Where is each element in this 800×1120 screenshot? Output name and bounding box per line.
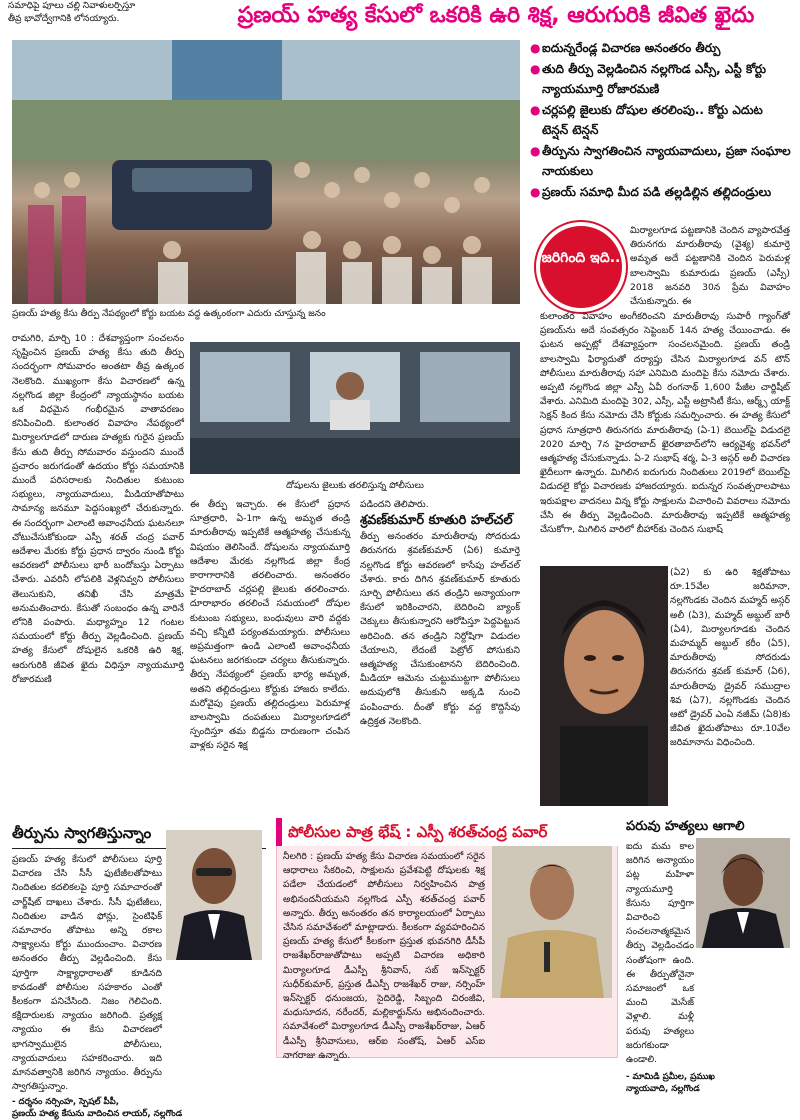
bullet-item: ● ప్రణయ్ సమాధి మీద పడి తల్లడిల్లిన తల్లిదండ్రులు [530, 182, 792, 202]
lawyer-signature-line1: - దర్శనం నర్సింహ, స్పెషల్ పీపీ, [12, 1097, 119, 1108]
bullet-item: ● ఐదున్నరేండ్ల విచారణ అనంతరం తీర్పు [530, 38, 792, 58]
bullet-dot-icon: ● [530, 103, 541, 117]
bullet-dot-icon: ● [530, 62, 541, 76]
bullet-dot-icon: ● [530, 41, 541, 55]
sp-photo [492, 846, 612, 998]
portrait-illustration [540, 566, 668, 806]
advocate-photo [696, 838, 790, 948]
bullet-dot-icon: ● [530, 185, 541, 199]
bullet-item: ● చర్లపల్లి జైలుకు దోషుల తరలింపు.. కోర్టు ఎదుట టెన్షన్ టెన్షన్ [530, 100, 792, 140]
background-intro-text: మిర్యాలగూడ పట్టణానికి చెందిన వ్యాపారవేత్త తిరునగరు మారుతీరావు (వైశ్య) కుమార్తె అమృత అదే పట్టణానికి చెందిన పెరుమళ్ల బాలస్వామి కుమారుడు ప్రణయ్ (ఎస్సీ) 2018 జనవరి 30న ప్రేమ వివాహం చేసుకున్నారు. ఈ [630, 225, 790, 308]
pranay-photo [540, 566, 668, 806]
dateline-article-text: రామగిరి, మార్చి 10 : దేశవ్యాప్తంగా సంచలనం సృష్టించిన ప్రణయ్ హత్య కేసు తుది తీర్పు సందర్భంగా సోమవారం అంతటా తీవ్ర ఉత్కంఠ నెలకొంది. ముఖ్యంగా కేసు విచారణలో ఉన్న నల్లగొండ జిల్లా కేంద్రంలో న్యాయస్థానం బయట ఒక విధమైన గంభీరమైన వాతావరణం కనిపించింది. కులాంతర వివాహం నేపథ్యంలో మిర్యాలగూడలో దారుణ హత్యకు గురైన ప్రణయ్ కేసు తుది తీర్పు సోమవారం వస్తుందని ముందే ప్రచారం జరుగడంతో ఉదయం కోర్టు సమయానికి ముందే పరిసరాలకు నిందితుల కుటుంబ సభ్యులు, న్యాయవాదులు, మీడియాతోపాటు సామాన్య జనమూ పెద్దసంఖ్యలో చేరుకున్నారు. ఈ సందర్భంగా ఎలాంటి అవాంఛనీయ ఘటనలూ చోటుచేసుకోకుండా ఎస్పీ శరత్ చంద్ర పవార్ ఆదేశాల మేరకు కోర్టు ప్రధాన ద్వారం నుండి కోర్టు ఆవరణలో పోలీసులు భారీ బందోబస్తు ఏర్పాటు చేశారు. ఎవరినీ లోపలికి వెళ్లనివ్వని పోలీసులు తెలుసుకుని, తనిఖీ చేసి మాత్రమే అనుమతించారు. కేసుతో సంబంధం ఉన్న వారినే లోనికి పంపారు. మధ్యాహ్నం 12 గంటల సమయంలో కోర్టు తీర్పు వెల్లడించింది. ప్రణయ్ హత్య కేసులో దోషులైన ఒకరికి ఉరి శిక్ష, ఆరుగురికి జీవిత ఖైదు విధిస్తూ న్యాయమూర్తి రోజారమణి [12, 333, 184, 685]
daughter-subheading: శ్రవణ్‌కుమార్ కూతురి హల్‌చల్ [360, 513, 513, 529]
article-continued-text: ఈ తీర్పు ఇచ్చారు. ఈ కేసులో ప్రధాన సూత్రధారి, ఏ-1గా ఉన్న అమృత తండ్రి మారుతీరావు ఇప్పటికే ఆత్మహత్య చేసుకున్న విషయం తెలిసిందే. దోషులను న్యాయమూర్తి ఆదేశాల మేరకు నల్లగొండ జిల్లా కేంద్ర కారాగారానికి తరలించారు. అనంతరం హైదరాబాద్ చర్లపల్లి జైలుకు తరలించారు. దూరాభారం తరలించే సమయంలో దోషుల కుటుంబ సభ్యులు, బంధువులు వారి వద్దకు వచ్చి కన్నీటి పర్యంతమయ్యారు. పోలీసులు అప్రమత్తంగా ఉండి ఎలాంటి అవాంఛనీయ ఘటనలు జరగకుండా చర్యలు తీసుకున్నారు. తీర్పు నేపథ్యంలో ప్రణయ్ భార్య అమృత, అతని తల్లిదండ్రులు కోర్టుకు హాజరు కాలేదు. మరోవైపు ప్రణయ్ తల్లిదండ్రులు పెరుమాళ్ల బాలస్వామి దంపతులు మిర్యాలగూడలో స్పందిస్తూ తమ బిడ్డను దారుణంగా చంపిన వాళ్లకు సరైన శిక్ష [190, 499, 350, 752]
lawyer-signature-line2: ప్రణయ్ హత్య కేసును వాదించిన లాయర్, నల్లగొండ [12, 1109, 183, 1120]
van-illustration [190, 342, 520, 474]
advocate-signature-line2: న్యాయవాది, నల్లగొండ [626, 1084, 700, 1095]
sp-illustration [492, 846, 612, 998]
lawyer-quote-text: ప్రణయ్ హత్య కేసులో పోలీసులు పూర్తి విచారణ చేసి సీసీ ఫుటేజీలతోపాటు నిందితుల కదలికలపై పూర్తి సమాచారంతో చార్జ్‌షీట్ దాఖలు చేశారు. సీసీ ఫుటేజీలు, నిందితుల వాడిన ఫోన్లు, సైంటిఫిక్ సమాచారం తోపాటు అన్ని రకాల సాక్ష్యాలను కోర్టు ముందుంచాం. విచారణ అనంతరం తీర్పు వెల్లడించింది. కేసు పూర్తిగా సాక్ష్యాధారాలతో కూడినది కావడంతో పోలీసుల సహకారం ఎంతో కీలకంగా పనిచేసింది. నిజం గెలిచింది. కక్షిదారులకు న్యాయం జరిగింది. ప్రత్యక్ష న్యాయం ఈ కేసు విచారణలో భాగస్వాములైన పోలీసులు, న్యాయవాదులు సహకరించారు. ఇది మానవత్వానికి జరిగిన న్యాయం. తీర్పును స్వాగతిస్తున్నాం. [12, 854, 162, 1093]
sp-statement-text: నీలగిరి : ప్రణయ్ హత్య కేసు విచారణ సమయంలో సరైన ఆధారాలు సేకరించి, సాక్షులను ప్రవేశపెట్టి దోషులకు శిక్ష పడేలా చేయడంలో పోలీసులు నిర్వహించిన పాత్ర అభినందనీయమని నల్లగొండ ఎస్పీ శరత్‌చంద్ర పవార్ అన్నారు. తీర్పు అనంతరం తన కార్యాలయంలో ఏర్పాటు చేసిన సమావేశంలో మాట్లాడారు. కీలకంగా వ్యవహరించిన ప్రణయ్ హత్య కేసులో కీలకంగా ప్రస్తుత భువనగిరి డీసీపీ రాజశేఖర్‌రాజుతోపాటు అప్పటి విచారణ అధికారి మిర్యాలగూడ డీఎస్పీ శ్రీనివాస్, సబ్ ఇన్‌స్పెక్టర్ సుధీర్‌కుమార్, ప్రస్తుత డీఎస్పీ రాజశేఖర్ రాజు, నర్సింహ్ ఇన్‌స్పెక్టర్ ధనుంజయ, సైదిరెడ్డి, సిబ్బంది చిరంజీవి, మధుసూదన, నరేందర్, మల్లికార్జున్‌ను అభినందించారు. సమావేశంలో మిర్యాలగూడ డీఎస్పీ రాజశేఖర్‌రాజు, ఏఆర్ డీఎస్పీ శ్రీనివాసులు, ఆర్ఐ సంతోష్, ఏఆర్ ఎస్ఐ నాగరాజు ఉన్నారు. [283, 851, 485, 1061]
lawyer-photo [166, 830, 262, 960]
bullet-item: ● తుది తీర్పు వెల్లడించిన నల్లగొండ ఎస్సీ, ఎస్టీ కోర్టు న్యాయమూర్తి రోజారమణి [530, 59, 792, 99]
background-story-text: కులాంతర వివాహం అంగీకరించని మారుతీరావు సుపారీ గ్యాంగ్‌తో ప్రణయ్‌ను అదే సంవత్సరం సెప్టెంబర్ 14న హత్య చేయించాడు. ఈ ఘటన అప్పట్లో దేశవ్యాప్తంగా సంచలనమైంది. ప్రణయ్ తండ్రి బాలస్వామి ఫిర్యాదుతో దర్యాప్తు చేసిన మిర్యాలగూడ వన్ టౌన్ పోలీసులు మారుతీరావు సహా ఎనిమిది మందిపై కేసు నమోదు చేశారు. అప్పటి నల్లగొండ జిల్లా ఎస్పీ ఏవీ రంగనాథ్ 1,600 పేజీల చార్జిషీట్ వేశారు. ఎనిమిది మందిపై 302, ఎస్సీ, ఎస్టీ అట్రాసిటీ కేసు, ఆర్మ్స్ యాక్ట్ సెక్షన్ కింద కేసు నమోదు చేసి కోర్టుకు సమర్పించారు. ఈ హత్య కేసులో ప్రధాన సూత్రధారి తిరునగరు మారుతీరావు (ఏ-1) బెయిల్‌పై విడుదలై 2020 మార్చి 7న హైదరాబాద్ ఖైరతాబాద్‌లోని ఆర్యవైశ్య భవన్‌లో ఆత్మహత్య చేసుకున్నాడు. ఏ-2 సుభాష్ శర్మ, ఏ-3 అస్గర్ అలీ విచారణ ఖైదీలుగా ఉన్నారు. మిగిలిన ఐదుగురు నిందితులు 2019లో బెయిల్‌పై విడుదలై కోర్టు విచారణకు హాజరయ్యారు. ఐదున్నర సంవత్సరాలపాటు ఇరుపక్షాల వాదనలు విన్న కోర్టు సాక్షులను విచారించి వివరాలు నమోదు చేసి ఈ తీర్పు వెల్లడించింది. మారుతీరావు ఇప్పటికే ఆత్మహత్య చేసుకోగా, మిగిలిన వారిలో బీహార్‌కు చెందిన సుభాష్ [540, 311, 790, 536]
top-snippet-text: సమాధిపై పూలు చల్లి నివాళులర్పిస్తూ తీవ్ర భావోద్వేగానికి లోనయ్యారు. [8, 1, 136, 24]
advocate-box-title: పరువు హత్యలు ఆగాలి [626, 819, 745, 834]
main-photo-crowd [12, 40, 520, 304]
verdict-details-text: (ఏ2) కు ఉరి శిక్షతోపాటు రూ.15వేల జరిమానా, నల్లగొండకు చెందిన మహ్మద్ అస్గర్ అలీ (ఏ3), మహ్మద్ అబ్దుల్ బారీ (ఏ4), మిర్యాలగూడకు చెందిన మహమ్మద్ అబ్దుల్ కరీం (ఏ5), మారుతీరావు సోదరుడు తిరునగరు శ్రవణ్ కుమార్ (ఏ6), మారుతీరావు డ్రైవర్ సముద్రాల శివ (ఏ7), నల్లగొండకు చెందిన ఆటో డ్రైవర్ ఎంఏ నజీమ్ (ఏ8)కు జీవిత ఖైదుతోపాటు రూ.10వేల జరిమానాను విధించింది. [670, 567, 790, 749]
police-van-caption: దోషులను జైలుకు తరలిస్తున్న పోలీసులు [286, 481, 424, 491]
crowd-illustration [12, 40, 520, 304]
bullet-item: ● తీర్పును స్వాగతించిన న్యాయవాదులు, ప్రజా సంఘాల నాయకులు [530, 141, 792, 181]
police-van-photo [190, 342, 520, 474]
advocate-illustration [696, 838, 790, 948]
lawyer-illustration [166, 830, 262, 960]
lawyer-box-title: తీర్పును స్వాగతిస్తున్నాం [12, 824, 152, 842]
advocate-signature-line1: - మామిడి ప్రమీల, ప్రముఖ [626, 1072, 715, 1083]
bullet-list [530, 38, 792, 203]
headline: ప్రణయ్ హత్య కేసులో ఒకరికి ఉరి శిక్ష, ఆరుగురికి జీవిత ఖైదు [237, 3, 755, 28]
bullet-dot-icon: ● [530, 144, 541, 158]
sp-box-title: పోలీసుల పాత్ర భేష్ : ఎస్పీ శరత్‌చంద్ర పవార్ [276, 818, 618, 846]
advocate-quote-text: ఐదు మమ కాల జరిగిన అన్యాయం పట్ల మహిళా న్యాయమూర్తి కేసును పూర్తిగా విచారించి సంచలనాత్మకమైన తీర్పు వెల్లడించడం సంతోషంగా ఉంది. ఈ తీర్పుతోనైనా సమాజంలో ఒక మంచి మెసేజ్ వెళ్లాలి. మళ్లీ పరువు హత్యలు జరుగకుండా ఉండాలి. [626, 841, 694, 1066]
daughter-article-text: తీర్పు అనంతరం మారుతీరావు సోదరుడు తిరునగరు శ్రవణ్‌కుమార్ (ఏ6) కుమార్తె నల్లగొండ కోర్టు ఆవరణలో కాసేపు హల్‌చల్ చేశారు. కారు దిగిన శ్రవణ్‌కుమార్ కూతురు సూర్చి పోలీసులు తన తండ్రిని అన్యాయంగా కేసులో ఇరికించారని, బెదిరించి బ్యాంక్ చెక్కులు తీసుకున్నారని ఆరోపిస్తూ పెద్దపెట్టున అరిచింది. తన తండ్రిని నిర్దోషిగా విడుదల చేయాలని, లేదంటే పెట్రోల్ పోసుకుని ఆత్మహత్య చేసుకుంటానని బెదిరించింది. మీడియా ఆమెను చుట్టుముట్టగా పోలీసులు అదుపులోకి తీసుకుని అక్కడి నుంచి పంపించారు. దీంతో కోర్టు వద్ద కొద్దిసేపు ఉద్రిక్తత నెలకొంది. [360, 531, 520, 727]
col3-tail-text: పడిందని తెలిపారు. [360, 499, 429, 510]
main-photo-caption: ప్రణయ్ హత్య కేసు తీర్పు నేపథ్యంలో కోర్టు బయట వద్ద ఉత్కంఠంగా ఎదురు చూస్తున్న జనం [12, 309, 326, 319]
jarigindi-badge: జరిగింది ఇది.. [536, 222, 626, 312]
daughter-subsection [360, 498, 520, 729]
